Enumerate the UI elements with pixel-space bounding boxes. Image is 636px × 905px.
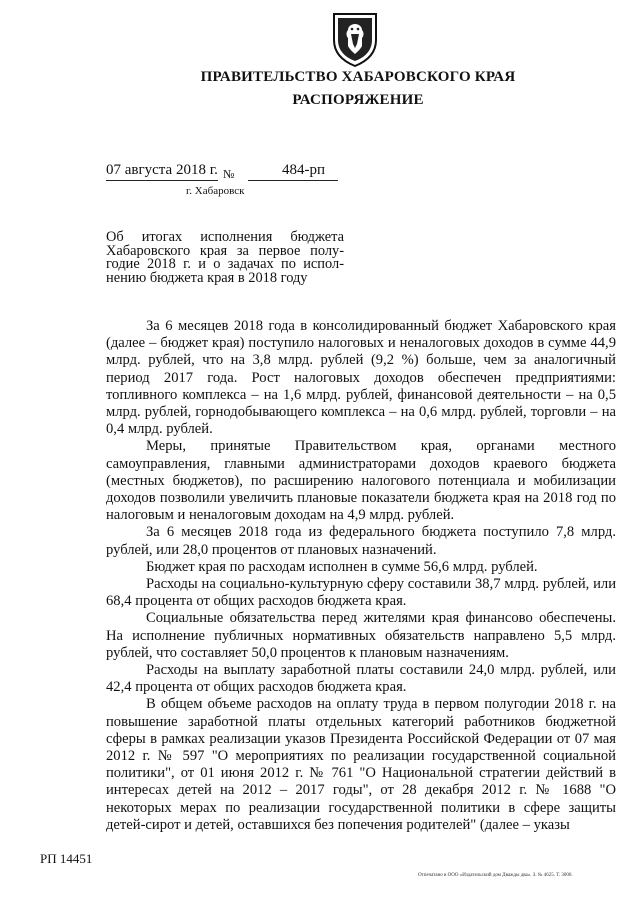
subject-line: Об итогах исполнения бюджета bbox=[106, 229, 344, 245]
number-sign: № bbox=[223, 167, 235, 181]
document-subject bbox=[106, 231, 344, 285]
printer-imprint: Отпечатано в ООО «Издательский дом Дважды два». З. № 4625. Т. 3000. bbox=[418, 873, 573, 878]
organization-title: ПРАВИТЕЛЬСТВО ХАБАРОВСКОГО КРАЯ bbox=[200, 69, 516, 85]
document-date: 07 августа 2018 г. bbox=[106, 162, 218, 178]
subject-line: годие 2018 г. и о задачах по испол- bbox=[106, 256, 344, 273]
subject-line: Хабаровского края за первое полу- bbox=[106, 242, 344, 259]
document-number: 484-рп bbox=[282, 162, 326, 178]
document-type: РАСПОРЯЖЕНИЕ bbox=[292, 92, 424, 108]
date-underline bbox=[106, 180, 218, 181]
body-paragraph: Расходы на выплату заработной платы составили 24,0 млрд. рублей, или 42,4 процента от общих расходов бюджета края. bbox=[106, 662, 616, 696]
body-paragraph: За 6 месяцев 2018 года в консолидированный бюджет Хабаровского края (далее – бюджет края) поступило налоговых и неналоговых доходов в сумме 44,9 млрд. рублей, что на 3,8 млрд. рублей (9,2 %) больше, чем за аналогичный период 2017 года. Рост налоговых доходов обеспечен предприятиями: топливного комплекса – на 1,6 млрд. рублей, финансовой деятельности – на 0,5 млрд. рублей, горнодобывающего комплекса – на 0,6 млрд. рублей, торговли – на 0,4 млрд. рублей. bbox=[106, 318, 616, 438]
body-paragraph: Бюджет края по расходам исполнен в сумме 56,6 млрд. рублей. bbox=[146, 558, 538, 575]
coat-of-arms-icon bbox=[330, 10, 380, 68]
body-paragraph: Меры, принятые Правительством края, органами местного самоуправления, главными администраторами доходов краевого бюджета (местных бюджетов), по расширению налогового потенциала и мобилизации доходов позволили увеличить плановые показатели бюджета края на 2018 год по налоговым и неналоговым доходам на 4,9 млрд. рублей. bbox=[106, 438, 616, 524]
body-paragraph: Социальные обязательства перед жителями края финансово обеспечены. На исполнение публичных нормативных обязательств направлено 5,5 млрд. рублей, что составляет 50,0 процентов к плановым назначениям. bbox=[106, 610, 616, 661]
number-underline bbox=[248, 180, 338, 181]
document-body bbox=[106, 318, 616, 834]
body-paragraph: За 6 месяцев 2018 года из федерального бюджета поступило 7,8 млрд. рублей, или 28,0 процентов от плановых назначений. bbox=[106, 524, 616, 558]
date-number-row bbox=[106, 162, 366, 182]
body-paragraph: Расходы на социально-культурную сферу составили 38,7 млрд. рублей, или 68,4 процента от общих расходов бюджета края. bbox=[106, 576, 616, 610]
subject-line: нению бюджета края в 2018 году bbox=[106, 269, 308, 286]
body-paragraph: В общем объеме расходов на оплату труда в первом полугодии 2018 г. на повышение заработной платы отдельных категорий работников бюджетной сферы в рамках реализации указов Президента Российской Федерации от 07 мая 2012 г. № 597 "О мероприятиях по реализации государственной социальной политики", от 01 июня 2012 г. № 761 "О Национальной стратегии действий в интересах детей на 2012 – 2017 годы", от 28 декабря 2012 г. № 1688 "О некоторых мерах по реализации государственной политики в сфере защиты детей-сирот и детей, оставшихся без попечения родителей" (далее – указы bbox=[106, 696, 616, 833]
registration-code: РП 14451 bbox=[40, 851, 93, 866]
document-city: г. Хабаровск bbox=[186, 185, 245, 197]
